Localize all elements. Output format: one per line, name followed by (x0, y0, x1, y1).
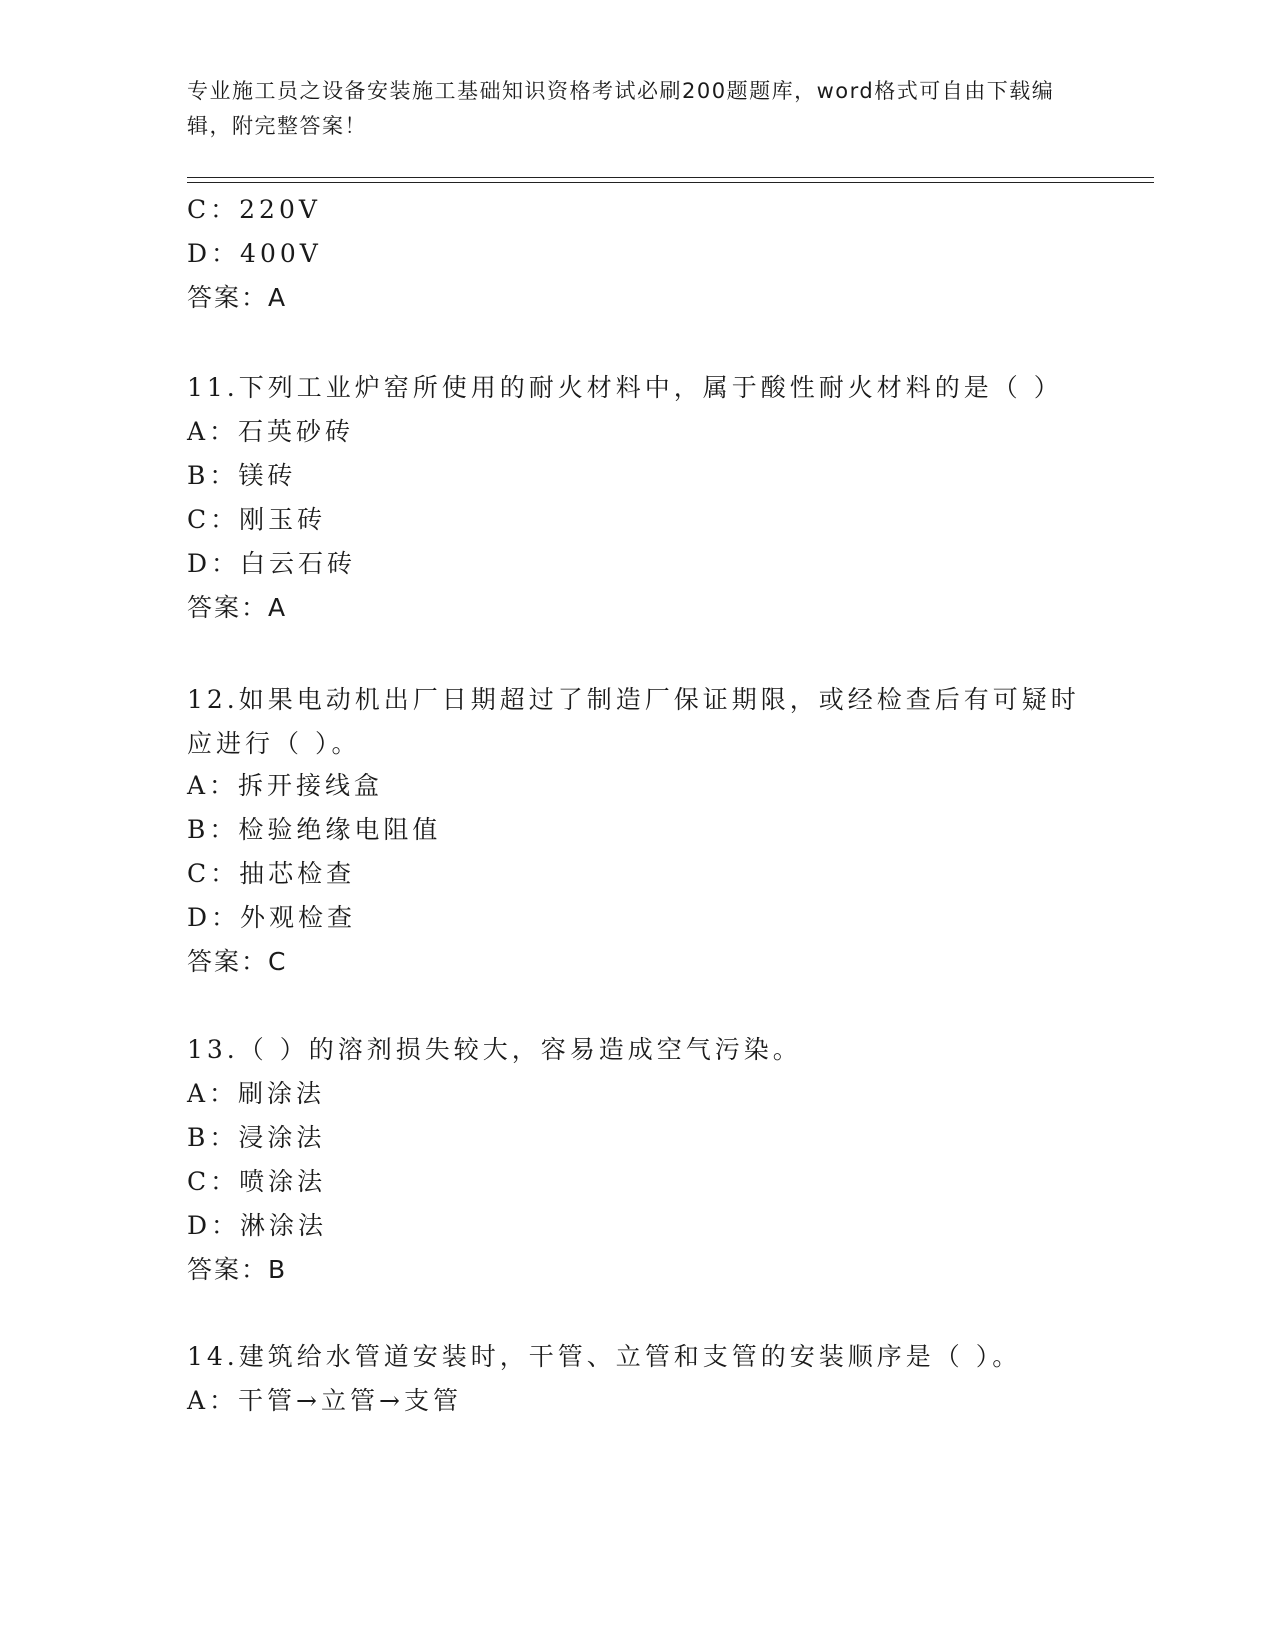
option-a: A：拆开接线盒 (187, 771, 384, 800)
option-d: D：外观检查 (187, 903, 357, 932)
header-divider (187, 177, 1154, 178)
option-b: B：检验绝缘电阻值 (187, 815, 442, 844)
document-header: 专业施工员之设备安装施工基础知识资格考试必刷200题题库，word格式可自由下载编辑，附完整答案！ (187, 79, 1055, 138)
option-b: B：浸涂法 (187, 1123, 326, 1152)
question-11: 11.下列工业炉窑所使用的耐火材料中，属于酸性耐火材料的是（ ） (187, 373, 1063, 402)
option-c: C：刚玉砖 (187, 505, 327, 534)
question-14: 14.建筑给水管道安装时，干管、立管和支管的安装顺序是（ ）。 (187, 1342, 1022, 1371)
option-c: C：喷涂法 (187, 1167, 327, 1196)
question-13: 13.（ ）的溶剂损失较大，容易造成空气污染。 (187, 1035, 802, 1064)
option-c: C：220V (187, 195, 321, 224)
option-a: A：干管→立管→支管 (187, 1386, 462, 1415)
answer: 答案：A (187, 283, 288, 312)
option-a: A：刷涂法 (187, 1079, 326, 1108)
header-divider (187, 182, 1154, 183)
question-12: 12.如果电动机出厂日期超过了制造厂保证期限，或经检查后有可疑时应进行（ ）。 (187, 685, 1080, 758)
option-d: D：400V (187, 239, 322, 268)
option-b: B：镁砖 (187, 461, 297, 490)
answer: 答案：C (187, 947, 288, 976)
answer: 答案：B (187, 1255, 288, 1284)
option-c: C：抽芯检查 (187, 859, 356, 888)
option-d: D：淋涂法 (187, 1211, 328, 1240)
answer: 答案：A (187, 593, 288, 622)
option-d: D：白云石砖 (187, 549, 357, 578)
option-a: A：石英砂砖 (187, 417, 355, 446)
